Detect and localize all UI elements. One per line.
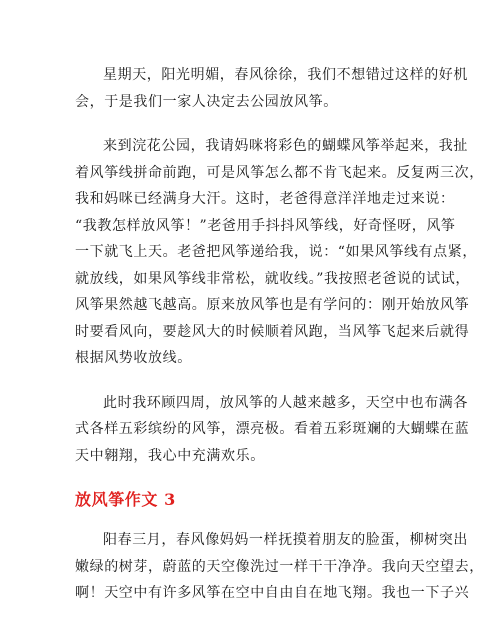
paragraph-4 xyxy=(75,527,484,607)
paragraph-line: 风筝果然越飞越高。原来放风筝也是有学问的：刚开始放风筝 xyxy=(75,297,470,313)
paragraph-line: 时要看风向，要趁风大的时候顺着风跑，当风筝飞起来后就得 xyxy=(75,323,470,340)
paragraph-line: 我和妈咪已经满身大汗。这时，老爸得意洋洋地走过来说： xyxy=(75,191,455,207)
paragraph-line: 此时我环顾四周，放风筝的人越来越多，天空中也布满各 xyxy=(103,394,468,411)
section-heading: 放风筝作文 3 xyxy=(75,490,176,509)
paragraph-line: 来到浣花公园，我请妈咪将彩色的蝴蝶风筝举起来，我扯 xyxy=(103,138,468,154)
paragraph-line: 着风筝线拼命前跑，可是风筝怎么都不肯飞起来。反复两三次， xyxy=(75,164,484,181)
paragraph-1 xyxy=(75,62,468,115)
paragraph-line: 天中翱翔，我心中充满欢乐。 xyxy=(75,447,265,464)
paragraph-2 xyxy=(75,133,484,372)
paragraph-line: 就放线，如果风筝线非常松，就收线。”我按照老爸说的试试， xyxy=(75,270,470,287)
paragraph-line: 阳春三月，春风像妈妈一样抚摸着朋友的脸蛋，柳树突出 xyxy=(103,532,468,548)
paragraph-line: 式各样五彩缤纷的风筝，漂亮极。看着五彩斑斓的大蝴蝶在蓝 xyxy=(75,421,470,437)
paragraph-3 xyxy=(75,390,470,470)
paragraph-line: “我教怎样放风筝！”老爸用手抖抖风筝线，好奇怪呀，风筝 xyxy=(75,217,456,234)
paragraph-line: 会，于是我们一家人决定去公园放风筝。 xyxy=(75,93,338,110)
paragraph-line: 根据风势收放线。 xyxy=(75,350,192,366)
paragraph-line: 星期天，阳光明媚，春风徐徐，我们不想错过这样的好机 xyxy=(103,67,468,83)
paragraph-line: 啊！天空中有许多风筝在空中自由自在地飞翔。我也一下子兴 xyxy=(75,585,470,601)
document-body xyxy=(75,62,484,625)
paragraph-line: 一下就飞上天。老爸把风筝递给我，说：“如果风筝线有点紧， xyxy=(75,244,477,260)
paragraph-line: 嫩绿的树芽，蔚蓝的天空像洗过一样干干净净。我向天空望去， xyxy=(75,558,484,575)
